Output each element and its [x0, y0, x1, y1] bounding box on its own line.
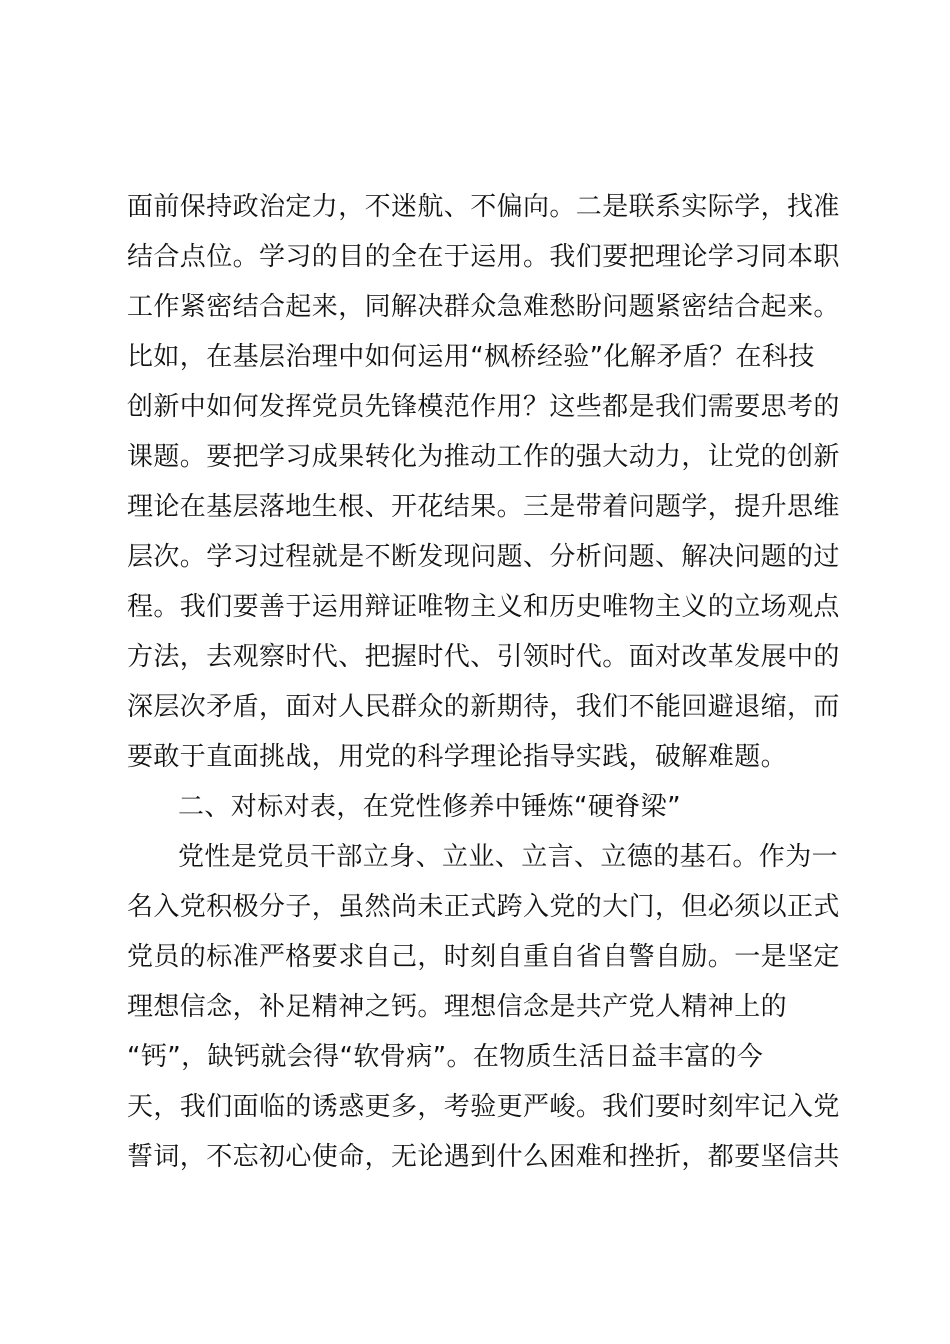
section-heading: 二、对标对表，在党性修养中锤炼“硬脊梁”	[178, 792, 681, 822]
body-text-line: 工作紧密结合起来，同解决群众急难愁盼问题紧密结合起来。	[127, 292, 840, 322]
body-text-line: 方法，去观察时代、把握时代、引领时代。面对改革发展中的	[127, 642, 840, 672]
body-text-line: 结合点位。学习的目的全在于运用。我们要把理论学习同本职	[127, 242, 840, 272]
body-text-line: 程。我们要善于运用辩证唯物主义和历史唯物主义的立场观点	[127, 592, 840, 622]
body-text-line: 深层次矛盾，面对人民群众的新期待，我们不能回避退缩，而	[127, 692, 840, 722]
body-text-line: 理论在基层落地生根、开花结果。三是带着问题学，提升思维	[127, 492, 840, 522]
body-text-line: 要敢于直面挑战，用党的科学理论指导实践，破解难题。	[127, 742, 788, 772]
body-text-line: 面前保持政治定力，不迷航、不偏向。二是联系实际学，找准	[127, 192, 840, 222]
body-text-line: 名入党积极分子，虽然尚未正式跨入党的大门，但必须以正式	[127, 892, 840, 922]
body-text-line: “钙”，缺钙就会得“软骨病”。在物质生活日益丰富的今	[127, 1042, 764, 1072]
body-text-line: 理想信念，补足精神之钙。理想信念是共产党人精神上的	[127, 992, 788, 1022]
body-text-line: 天，我们面临的诱惑更多，考验更严峻。我们要时刻牢记入党	[127, 1092, 840, 1122]
body-text-line: 创新中如何发挥党员先锋模范作用？这些都是我们需要思考的	[127, 392, 840, 422]
body-text-line: 比如，在基层治理中如何运用“枫桥经验”化解矛盾？在科技	[127, 342, 815, 372]
body-text-line: 层次。学习过程就是不断发现问题、分析问题、解决问题的过	[127, 542, 840, 572]
body-text-line: 誓词，不忘初心使命，无论遇到什么困难和挫折，都要坚信共	[127, 1142, 840, 1172]
body-text-line: 党员的标准严格要求自己，时刻自重自省自警自励。一是坚定	[127, 942, 840, 972]
body-text-line: 课题。要把学习成果转化为推动工作的强大动力，让党的创新	[127, 442, 840, 472]
paragraph-first-line: 党性是党员干部立身、立业、立言、立德的基石。作为一	[178, 842, 839, 872]
